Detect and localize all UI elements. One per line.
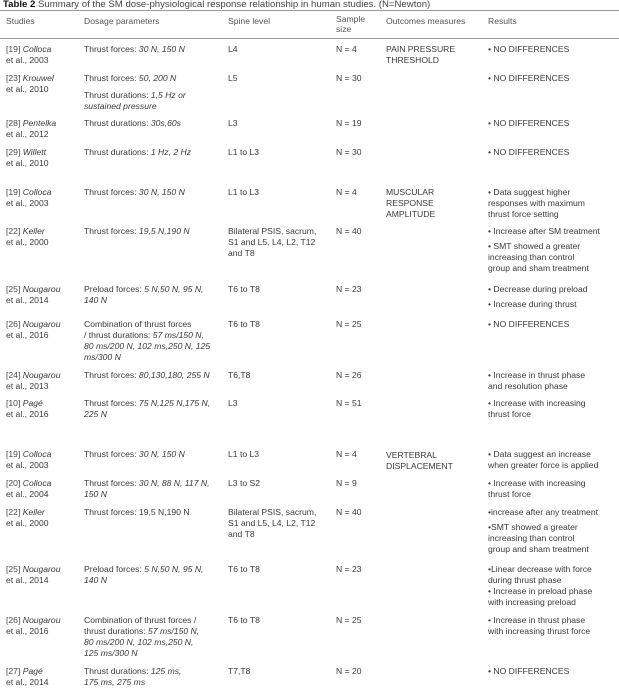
sample-size-cell bbox=[336, 147, 362, 158]
dosage-cell bbox=[84, 507, 190, 518]
result-line: thrust force setting bbox=[488, 209, 559, 219]
study-ref: [28] bbox=[6, 118, 23, 128]
dosage-cell bbox=[84, 284, 203, 306]
sample-size-cell bbox=[336, 284, 362, 295]
spine-level-cell bbox=[228, 370, 250, 381]
spine-level-line: Bilateral PSIS, sacrum, bbox=[228, 226, 317, 236]
result-line: • Increase in thrust phase bbox=[488, 370, 586, 380]
dosage-cell bbox=[84, 370, 210, 381]
result-line: thrust force bbox=[488, 489, 531, 499]
study-ref: [19] bbox=[6, 44, 23, 54]
dosage-cell bbox=[84, 187, 185, 198]
dosage-value: 125 ms/300 N bbox=[84, 648, 138, 658]
result-cell bbox=[488, 226, 600, 237]
spine-level-line: T7,T8 bbox=[228, 666, 251, 676]
result-cell bbox=[488, 666, 569, 677]
study-year: et al., 2016 bbox=[6, 409, 49, 419]
study-year: et al., 2010 bbox=[6, 84, 49, 94]
study-author: Pagé bbox=[22, 398, 43, 408]
dosage-value: 5 N,50 N, 95 N, bbox=[144, 564, 204, 574]
study-author: Colloca bbox=[22, 44, 52, 54]
result-line: • NO DIFFERENCES bbox=[488, 44, 570, 54]
study-cell bbox=[6, 44, 51, 66]
result-line: • NO DIFFERENCES bbox=[488, 118, 570, 128]
spine-level-line: Bilateral PSIS, sacrum, bbox=[228, 507, 317, 517]
sample-size-cell bbox=[336, 666, 362, 677]
top-rule bbox=[0, 10, 619, 11]
study-year: et al., 2014 bbox=[6, 575, 49, 585]
spine-level-cell bbox=[228, 478, 260, 489]
spine-level-line: S1 and L5, L4, L2, T12 bbox=[228, 518, 316, 528]
study-ref: [22] bbox=[6, 507, 23, 517]
dosage-prefix: Thrust forces: bbox=[84, 478, 139, 488]
result-line: •SMT showed a greater bbox=[488, 522, 578, 532]
study-ref: [29] bbox=[6, 147, 23, 157]
result-cell bbox=[488, 615, 590, 637]
spine-level-cell bbox=[228, 398, 238, 409]
spine-level-cell bbox=[228, 615, 260, 626]
result-cell bbox=[488, 299, 577, 310]
spine-level-cell bbox=[228, 666, 250, 677]
result-line: •Linear decrease with force bbox=[488, 564, 592, 574]
spine-level-cell bbox=[228, 284, 260, 295]
dosage-prefix: thrust durations: bbox=[84, 626, 149, 636]
dosage-prefix: Preload forces: bbox=[84, 284, 145, 294]
dosage-value: 75 N,125 N,175 N, bbox=[138, 398, 211, 408]
spine-level-cell bbox=[228, 226, 316, 259]
result-line: during thrust phase bbox=[488, 575, 562, 585]
study-author: Nougarou bbox=[22, 370, 61, 380]
study-author: Keller bbox=[22, 507, 45, 517]
dosage-cell bbox=[84, 319, 210, 363]
header-dosage: Dosage parameters bbox=[84, 16, 160, 26]
sample-size-cell bbox=[336, 226, 362, 237]
dosage-prefix: Thrust forces: bbox=[84, 187, 139, 197]
study-year: et al., 2000 bbox=[6, 237, 49, 247]
study-cell bbox=[6, 398, 49, 420]
dosage-cell bbox=[84, 226, 190, 237]
study-cell bbox=[6, 507, 49, 529]
dosage-cell bbox=[84, 44, 185, 55]
study-ref: [10] bbox=[6, 398, 23, 408]
spine-level-line: L1 to L3 bbox=[228, 147, 260, 157]
result-line: with increasing thrust force bbox=[488, 626, 591, 636]
outcome-vd: VERTEBRAL DISPLACEMENT bbox=[386, 450, 453, 471]
result-line: • Increase after SM treatment bbox=[488, 226, 600, 236]
study-cell bbox=[6, 564, 60, 586]
dosage-value: 57 ms/150 N, bbox=[152, 330, 204, 340]
sample-size-cell bbox=[336, 449, 357, 460]
dosage-value: 30 N, 150 N bbox=[138, 44, 185, 54]
spine-level-line: L1 to L3 bbox=[228, 449, 260, 459]
dosage-prefix: Preload forces: bbox=[84, 564, 145, 574]
study-cell bbox=[6, 666, 49, 688]
spine-level-line: L3 bbox=[228, 398, 238, 408]
result-line: when greater force is applied bbox=[488, 460, 599, 470]
result-cell bbox=[488, 241, 589, 274]
result-cell bbox=[488, 564, 592, 608]
dosage-cell bbox=[84, 118, 181, 129]
result-cell bbox=[488, 507, 598, 518]
study-ref: [25] bbox=[6, 564, 23, 574]
header-spine: Spine level bbox=[228, 16, 271, 26]
study-year: et al., 2000 bbox=[6, 518, 49, 528]
result-cell bbox=[488, 284, 588, 295]
result-line: with increasing preload bbox=[488, 597, 576, 607]
spine-level-line: S1 and L5, L4, L2, T12 bbox=[228, 237, 316, 247]
result-cell bbox=[488, 449, 598, 471]
sample-size-cell bbox=[336, 564, 362, 575]
dosage-prefix: Thrust forces: bbox=[84, 449, 139, 459]
study-author: Nougarou bbox=[22, 319, 61, 329]
spine-level-cell bbox=[228, 147, 259, 158]
study-ref: [19] bbox=[6, 187, 23, 197]
result-cell bbox=[488, 147, 569, 158]
dosage-value: 125 ms, bbox=[150, 666, 182, 676]
sample-size: N = 9 bbox=[336, 478, 357, 488]
study-author: Nougarou bbox=[22, 564, 61, 574]
dosage-value: 30 N, 150 N bbox=[138, 187, 185, 197]
dosage-value: 30 N, 88 N, 117 N, bbox=[138, 478, 210, 488]
study-author: Colloca bbox=[22, 187, 52, 197]
dosage-prefix: Thrust forces: 19,5 N,190 N bbox=[84, 507, 190, 517]
study-year: et al., 2003 bbox=[6, 55, 49, 65]
study-cell bbox=[6, 449, 51, 471]
dosage-prefix: Thrust forces: bbox=[84, 370, 139, 380]
study-author: Krouwel bbox=[22, 73, 54, 83]
study-cell bbox=[6, 187, 51, 209]
study-author: Keller bbox=[22, 226, 45, 236]
result-line: increasing than control bbox=[488, 252, 575, 262]
study-author: Colloca bbox=[22, 449, 52, 459]
dosage-prefix: Combination of thrust forces / bbox=[84, 615, 197, 625]
dosage-cell bbox=[84, 398, 210, 420]
spine-level-cell bbox=[228, 449, 259, 460]
study-ref: [27] bbox=[6, 666, 23, 676]
spine-level-line: L1 to L3 bbox=[228, 187, 260, 197]
table-title: Table 2 Summary of the SM dose-physiological response relationship in human studies. (N=Newton) bbox=[3, 0, 431, 10]
study-ref: [24] bbox=[6, 370, 23, 380]
study-cell bbox=[6, 284, 60, 306]
study-year: et al., 2004 bbox=[6, 489, 49, 499]
spine-level-line: T6 to T8 bbox=[228, 564, 260, 574]
result-line: • NO DIFFERENCES bbox=[488, 319, 570, 329]
study-author: Colloca bbox=[22, 478, 52, 488]
sample-size: N = 51 bbox=[336, 398, 362, 408]
study-year: et al., 2014 bbox=[6, 677, 49, 687]
sample-size: N = 30 bbox=[336, 147, 362, 157]
sample-size-cell bbox=[336, 118, 362, 129]
study-year: et al., 2003 bbox=[6, 198, 49, 208]
header-rule bbox=[0, 38, 619, 39]
dosage-prefix: Thrust durations: bbox=[84, 90, 151, 100]
result-line: • Data suggest higher bbox=[488, 187, 571, 197]
dosage-value: ms/300 N bbox=[84, 352, 121, 362]
study-ref: [19] bbox=[6, 449, 23, 459]
sample-size: N = 30 bbox=[336, 73, 362, 83]
spine-level-line: T6 to T8 bbox=[228, 284, 260, 294]
sample-size: N = 4 bbox=[336, 187, 357, 197]
spine-level-cell bbox=[228, 118, 238, 129]
dosage-prefix: Thrust forces: bbox=[84, 398, 139, 408]
dosage-prefix: Thrust durations: bbox=[84, 118, 151, 128]
result-cell bbox=[488, 187, 585, 220]
study-year: et al., 2016 bbox=[6, 626, 49, 636]
sample-size-cell bbox=[336, 615, 362, 626]
result-line: responses with maximum bbox=[488, 198, 585, 208]
dosage-cell bbox=[84, 449, 185, 460]
sample-size: N = 20 bbox=[336, 666, 362, 676]
dosage-prefix: Combination of thrust forces bbox=[84, 319, 192, 329]
sample-size: N = 4 bbox=[336, 449, 357, 459]
result-line: • Decrease during preload bbox=[488, 284, 588, 294]
spine-level-cell bbox=[228, 319, 260, 330]
result-line: • Increase in preload phase bbox=[488, 586, 593, 596]
study-ref: [25] bbox=[6, 284, 23, 294]
spine-level-line: L4 bbox=[228, 44, 238, 54]
result-line: increasing than control bbox=[488, 533, 575, 543]
spine-level-cell bbox=[228, 73, 238, 84]
study-ref: [23] bbox=[6, 73, 23, 83]
result-cell bbox=[488, 73, 569, 84]
study-author: Willett bbox=[22, 147, 47, 157]
spine-level-cell bbox=[228, 44, 238, 55]
result-cell bbox=[488, 478, 586, 500]
result-line: • Increase in thrust phase bbox=[488, 615, 586, 625]
sample-size: N = 4 bbox=[336, 44, 357, 54]
sample-size-cell bbox=[336, 478, 357, 489]
dosage-value: 5 N,50 N, 95 N, bbox=[144, 284, 204, 294]
result-line: • Increase with increasing bbox=[488, 398, 586, 408]
study-cell bbox=[6, 118, 56, 140]
spine-level-line: T6 to T8 bbox=[228, 615, 260, 625]
dosage-prefix: Thrust forces: bbox=[84, 73, 139, 83]
study-year: et al., 2010 bbox=[6, 158, 49, 168]
dosage-value: 175 ms, 275 ms bbox=[84, 677, 146, 687]
result-line: and resolution phase bbox=[488, 381, 568, 391]
sample-size: N = 26 bbox=[336, 370, 362, 380]
dosage-cell bbox=[84, 564, 203, 586]
sample-size-cell bbox=[336, 319, 362, 330]
dosage-cell bbox=[84, 615, 199, 659]
dosage-prefix: Thrust forces: bbox=[84, 44, 139, 54]
sample-size: N = 40 bbox=[336, 507, 362, 517]
result-cell bbox=[488, 522, 589, 555]
dosage-value: 30s,60s bbox=[150, 118, 181, 128]
study-year: et al., 2003 bbox=[6, 460, 49, 470]
dosage-value: 140 N bbox=[84, 575, 107, 585]
study-year: et al., 2016 bbox=[6, 330, 49, 340]
result-cell bbox=[488, 319, 569, 330]
dosage-value: 1 Hz, 2 Hz bbox=[150, 147, 191, 157]
sample-size-cell bbox=[336, 73, 362, 84]
result-line: • NO DIFFERENCES bbox=[488, 147, 570, 157]
dosage-prefix: Thrust durations: bbox=[84, 147, 151, 157]
spine-level-line: and T8 bbox=[228, 529, 255, 539]
result-cell bbox=[488, 398, 586, 420]
sample-size-cell bbox=[336, 507, 362, 518]
study-author: Pentelka bbox=[22, 118, 57, 128]
spine-level-line: T6,T8 bbox=[228, 370, 251, 380]
study-cell bbox=[6, 147, 49, 169]
study-cell bbox=[6, 370, 60, 392]
header-sample: Sample size bbox=[336, 14, 366, 34]
study-cell bbox=[6, 478, 51, 500]
dosage-cell-secondary bbox=[84, 90, 186, 112]
dosage-cell bbox=[84, 147, 191, 158]
result-line: group and sham treatment bbox=[488, 544, 589, 554]
dosage-value: 225 N bbox=[84, 409, 107, 419]
result-line: • Data suggest an increase bbox=[488, 449, 591, 459]
result-line: • SMT showed a greater bbox=[488, 241, 581, 251]
result-cell bbox=[488, 44, 569, 55]
study-author: Nougarou bbox=[22, 615, 61, 625]
sample-size: N = 23 bbox=[336, 284, 362, 294]
dosage-cell bbox=[84, 666, 181, 688]
dosage-value: 19,5 N,190 N bbox=[138, 226, 190, 236]
study-author: Nougarou bbox=[22, 284, 61, 294]
study-author: Pagé bbox=[22, 666, 43, 676]
sample-size-cell bbox=[336, 398, 362, 409]
study-cell bbox=[6, 73, 54, 95]
dosage-prefix: Thrust durations: bbox=[84, 666, 151, 676]
study-ref: [26] bbox=[6, 319, 23, 329]
dosage-value: 80 ms/200 N, 102 ms,250 N, bbox=[84, 637, 194, 647]
dosage-prefix: / thrust durations: bbox=[84, 330, 153, 340]
dosage-value: 80 ms/200 N, 102 ms,250 N, 125 bbox=[84, 341, 211, 351]
outcome-mra: MUSCULAR RESPONSE AMPLITUDE bbox=[386, 187, 436, 219]
sample-size: N = 25 bbox=[336, 615, 362, 625]
result-line: •increase after any treatment bbox=[488, 507, 599, 517]
header-outcomes: Outcomes measures bbox=[386, 16, 466, 26]
dosage-value: 50, 200 N bbox=[138, 73, 177, 83]
sample-size: N = 19 bbox=[336, 118, 362, 128]
dosage-value: 150 N bbox=[84, 489, 107, 499]
dosage-cell bbox=[84, 73, 176, 84]
study-year: et al., 2013 bbox=[6, 381, 49, 391]
spine-level-cell bbox=[228, 187, 259, 198]
dosage-value: 80,130,180, 255 N bbox=[138, 370, 210, 380]
header-results: Results bbox=[488, 16, 517, 26]
spine-level-line: T6 to T8 bbox=[228, 319, 260, 329]
dosage-value: 57 ms/150 N, bbox=[148, 626, 200, 636]
sample-size-cell bbox=[336, 370, 362, 381]
spine-level-line: L5 bbox=[228, 73, 238, 83]
study-cell bbox=[6, 319, 60, 341]
spine-level-line: L3 to S2 bbox=[228, 478, 261, 488]
spine-level-cell bbox=[228, 564, 260, 575]
dosage-value: 1,5 Hz or bbox=[150, 90, 186, 100]
result-line: • NO DIFFERENCES bbox=[488, 666, 570, 676]
study-year: et al., 2012 bbox=[6, 129, 49, 139]
spine-level-line: and T8 bbox=[228, 248, 255, 258]
sample-size-cell bbox=[336, 187, 357, 198]
spine-level-line: L3 bbox=[228, 118, 238, 128]
study-cell bbox=[6, 226, 49, 248]
result-line: thrust force bbox=[488, 409, 531, 419]
dosage-value: 30 N, 150 N bbox=[138, 449, 185, 459]
study-ref: [20] bbox=[6, 478, 23, 488]
result-line: • Increase with increasing bbox=[488, 478, 586, 488]
dosage-value: sustained pressure bbox=[84, 101, 157, 111]
study-ref: [22] bbox=[6, 226, 23, 236]
result-line: group and sham treatment bbox=[488, 263, 589, 273]
header-studies: Studies bbox=[6, 16, 35, 26]
result-line: • NO DIFFERENCES bbox=[488, 73, 570, 83]
study-year: et al., 2014 bbox=[6, 295, 49, 305]
sample-size: N = 40 bbox=[336, 226, 362, 236]
sample-size: N = 23 bbox=[336, 564, 362, 574]
result-line: • Increase during thrust bbox=[488, 299, 577, 309]
result-cell bbox=[488, 370, 585, 392]
dosage-value: 140 N bbox=[84, 295, 107, 305]
sample-size-cell bbox=[336, 44, 357, 55]
dosage-prefix: Thrust forces: bbox=[84, 226, 139, 236]
study-cell bbox=[6, 615, 60, 637]
study-ref: [26] bbox=[6, 615, 23, 625]
sample-size: N = 25 bbox=[336, 319, 362, 329]
dosage-cell bbox=[84, 478, 209, 500]
outcome-ppt: PAIN PRESSURE THRESHOLD bbox=[386, 44, 456, 65]
result-cell bbox=[488, 118, 569, 129]
spine-level-cell bbox=[228, 507, 316, 540]
